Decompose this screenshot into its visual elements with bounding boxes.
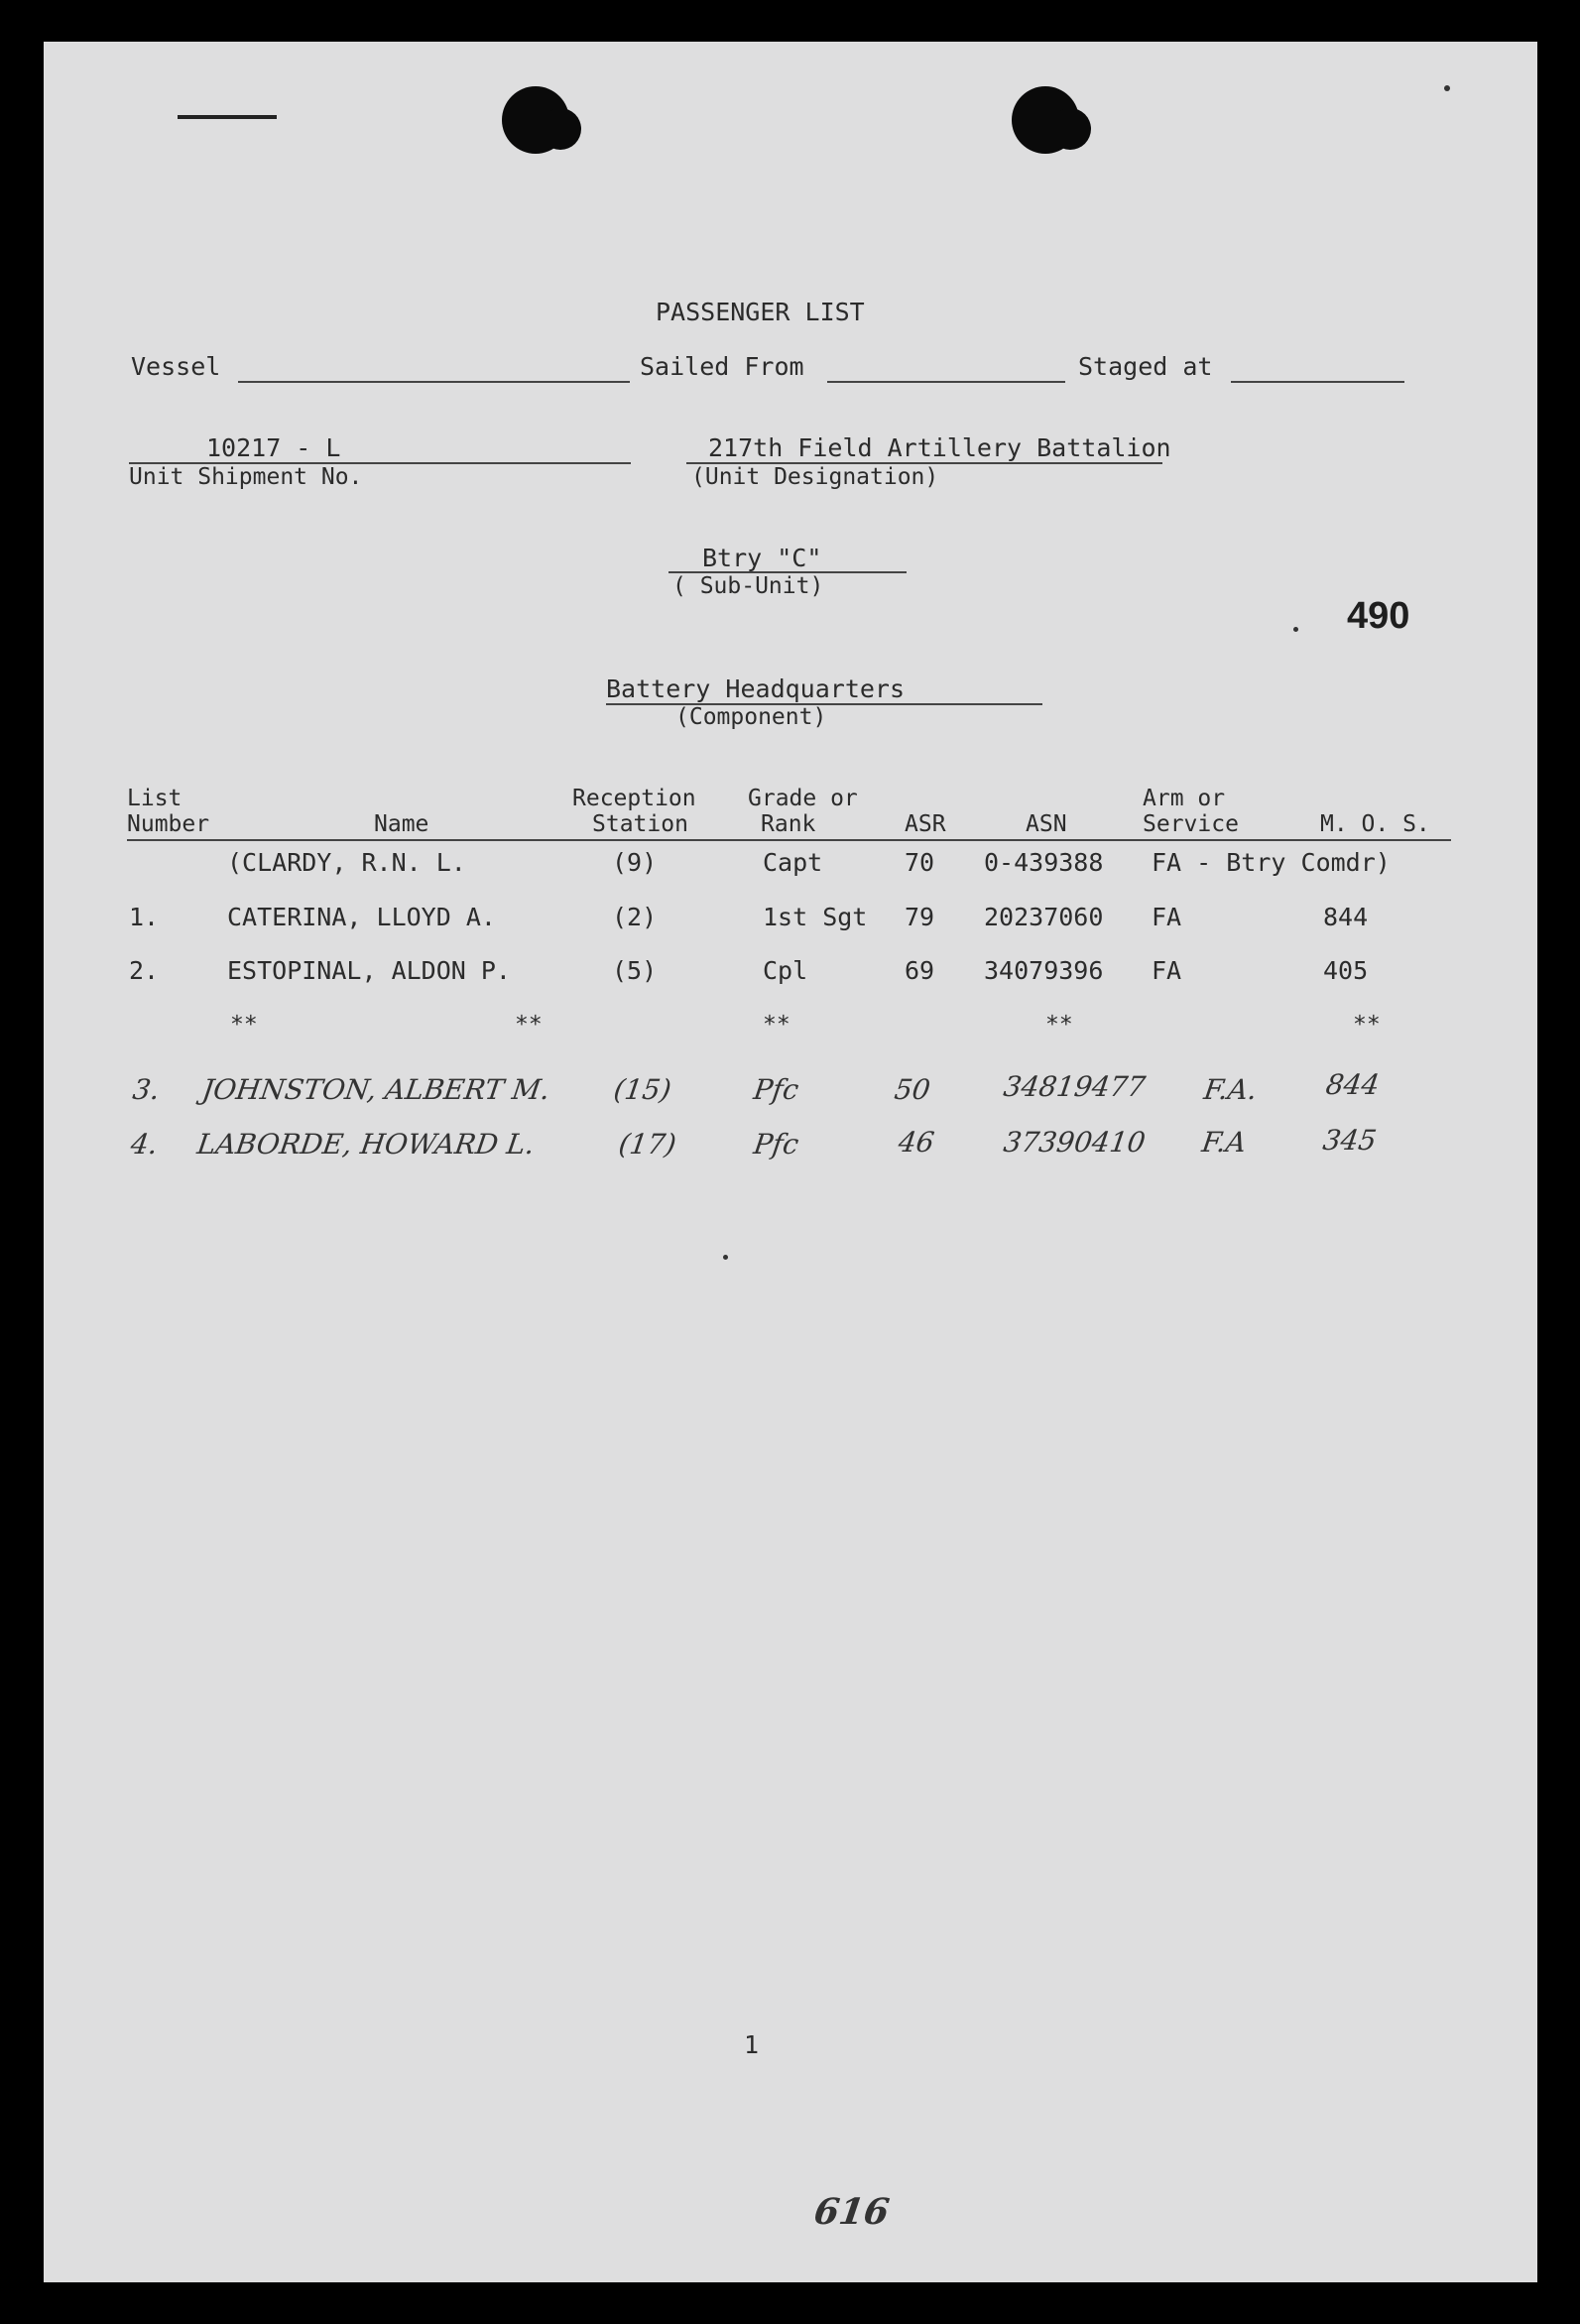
page-title: PASSENGER LIST <box>656 298 865 326</box>
page-stamp: 490 <box>1347 595 1410 637</box>
row-arm: FA - Btry Comdr) <box>1152 848 1391 877</box>
row-station: (5) <box>612 956 658 985</box>
row-asr: 69 <box>905 956 935 985</box>
asterisk-mark: ** <box>515 1012 543 1038</box>
staged-at-blank <box>1231 381 1404 383</box>
hw-number: 3. <box>130 1073 163 1106</box>
row-asn: 20237060 <box>984 903 1104 931</box>
hw-asr: 50 <box>892 1073 933 1106</box>
corner-mark <box>178 115 277 119</box>
hw-arm: F.A. <box>1201 1073 1260 1106</box>
asterisk-mark: ** <box>763 1012 790 1038</box>
col-arm-or-service: Arm or <box>1143 786 1226 811</box>
col-reception-station: Station <box>592 811 688 837</box>
sub-unit-label: ( Sub-Unit) <box>672 573 824 599</box>
row-asn: 0-439388 <box>984 848 1104 877</box>
col-asn: ASN <box>1026 811 1067 837</box>
row-asn: 34079396 <box>984 956 1104 985</box>
asterisk-mark: ** <box>230 1012 258 1038</box>
punch-hole-left <box>502 86 569 154</box>
hw-asn: 37390410 <box>1001 1126 1148 1159</box>
document-sheet <box>44 42 1537 2282</box>
hw-asr: 46 <box>896 1126 937 1159</box>
row-asr: 79 <box>905 903 935 931</box>
hw-asn: 34819477 <box>1001 1070 1148 1103</box>
row-asr: 70 <box>905 848 935 877</box>
col-name: Name <box>374 811 429 837</box>
col-list-number: Number <box>127 811 210 837</box>
col-grade-or-rank: Rank <box>761 811 816 837</box>
unit-designation-value: 217th Field Artillery Battalion <box>708 433 1171 462</box>
row-arm: FA <box>1152 903 1182 931</box>
hw-mos: 345 <box>1320 1124 1379 1157</box>
row-name: ESTOPINAL, ALDON P. <box>227 956 511 985</box>
handwritten-page-number: 616 <box>811 2191 893 2233</box>
row-arm: FA <box>1152 956 1182 985</box>
speck <box>1444 85 1450 91</box>
hw-arm: F.A <box>1199 1126 1249 1159</box>
asterisk-mark: ** <box>1353 1012 1381 1038</box>
row-number: 2. <box>129 956 160 985</box>
sub-unit-value: Btry "C" <box>702 544 822 572</box>
punch-hole-right <box>1012 86 1079 154</box>
hw-name: LABORDE, HOWARD L. <box>194 1128 537 1161</box>
hw-station: (17) <box>616 1128 678 1161</box>
sailed-from-blank <box>827 381 1065 383</box>
hw-grade: Pfc <box>751 1073 801 1106</box>
row-grade: Cpl <box>763 956 808 985</box>
speck <box>723 1255 728 1260</box>
row-name: CATERINA, LLOYD A. <box>227 903 496 931</box>
hw-station: (15) <box>611 1073 673 1106</box>
hw-grade: Pfc <box>751 1128 801 1161</box>
col-grade-or-rank: Grade or <box>748 786 858 811</box>
row-mos: 844 <box>1323 903 1369 931</box>
unit-shipment-no-value: 10217 - L <box>206 433 341 462</box>
vessel-label: Vessel <box>131 352 221 381</box>
row-grade: 1st Sgt <box>763 903 868 931</box>
row-station: (2) <box>612 903 658 931</box>
unit-designation-label: (Unit Designation) <box>691 464 939 490</box>
page-number: 1 <box>744 2030 760 2059</box>
header-rule <box>127 839 1451 841</box>
col-mos: M. O. S. <box>1320 811 1430 837</box>
hw-name: JOHNSTON, ALBERT M. <box>199 1073 552 1106</box>
col-asr: ASR <box>905 811 946 837</box>
row-grade: Capt <box>763 848 823 877</box>
hw-mos: 844 <box>1323 1068 1382 1101</box>
row-number: 1. <box>129 903 160 931</box>
col-reception-station: Reception <box>572 786 696 811</box>
asterisk-mark: ** <box>1045 1012 1073 1038</box>
row-station: (9) <box>612 848 658 877</box>
staged-at-label: Staged at <box>1078 352 1213 381</box>
sailed-from-label: Sailed From <box>640 352 804 381</box>
row-name: (CLARDY, R.N. L. <box>227 848 466 877</box>
hw-number: 4. <box>128 1128 161 1161</box>
vessel-blank <box>238 381 630 383</box>
col-list-number: List <box>127 786 182 811</box>
component-value: Battery Headquarters <box>606 674 906 703</box>
speck <box>1293 627 1298 632</box>
component-label: (Component) <box>675 704 827 730</box>
col-arm-or-service: Service <box>1143 811 1239 837</box>
unit-shipment-no-label: Unit Shipment No. <box>129 464 363 490</box>
row-mos: 405 <box>1323 956 1369 985</box>
